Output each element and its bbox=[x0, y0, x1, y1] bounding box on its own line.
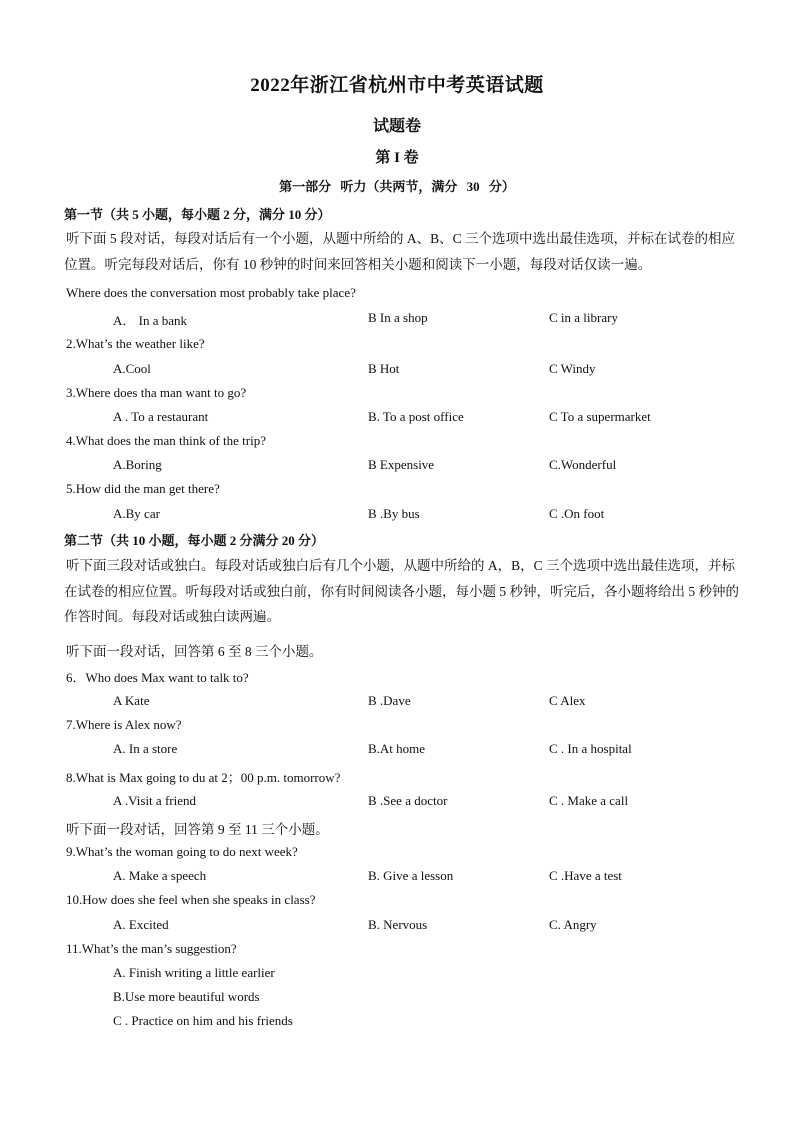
q7-option-c: C . In a hospital bbox=[549, 741, 632, 756]
q1-option-a: A． In a bank bbox=[113, 313, 188, 328]
section2-note-2: 听下面一段对话，回答第 9 至 11 三个小题。 bbox=[66, 822, 329, 837]
q2-option-a: A.Cool bbox=[113, 361, 151, 376]
q4-option-b: B Expensive bbox=[368, 457, 435, 472]
question-11: 11.What’s the man’s suggestion? bbox=[66, 941, 237, 956]
q1-option-c: C in a library bbox=[549, 310, 618, 325]
question-2: 2.What’s the weather like? bbox=[66, 336, 205, 351]
q3-option-c: C To a supermarket bbox=[549, 409, 651, 424]
q5-option-a: A.By car bbox=[113, 506, 160, 521]
question-4: 4.What does the man think of the trip? bbox=[66, 433, 267, 448]
q6-option-b: B .Dave bbox=[368, 693, 411, 708]
q10-option-c: C. Angry bbox=[549, 917, 597, 932]
q11-option-a: A. Finish writing a little earlier bbox=[113, 965, 275, 980]
q6-option-c: C Alex bbox=[549, 693, 586, 708]
q7-option-b: B.At home bbox=[368, 741, 426, 756]
question-6: 6．Who does Max want to talk to? bbox=[66, 670, 249, 685]
question-1: Where does the conversation most probably take place? bbox=[66, 285, 356, 300]
q7-option-a: A. In a store bbox=[113, 741, 178, 756]
q9-option-b: B. Give a lesson bbox=[368, 868, 454, 883]
q4-option-c: C.Wonderful bbox=[549, 457, 617, 472]
q3-option-a: A . To a restaurant bbox=[113, 409, 209, 424]
part-heading: 第一部分 听力（共两节，满分 30 分） bbox=[279, 179, 515, 194]
q2-option-b: B Hot bbox=[368, 361, 400, 376]
q1-option-b: B In a shop bbox=[368, 310, 428, 325]
q2-option-c: C Windy bbox=[549, 361, 596, 376]
q3-option-b: B. To a post office bbox=[368, 409, 464, 424]
q9-option-c: C .Have a test bbox=[549, 868, 622, 883]
question-7: 7.Where is Alex now? bbox=[66, 717, 182, 732]
section1-instructions: 听下面 5 段对话，每段对话后有一个小题，从题中所给的 A、B、C 三个选项中选出最佳选项，并标在试卷的相应位置。听完每段对话后，你有 10 秒钟的时间来回答相关小题和阅读下一小题，每段对话仅读一遍。 bbox=[64, 231, 736, 272]
q11-option-b: B.Use more beautiful words bbox=[113, 989, 260, 1004]
q4-option-a: A.Boring bbox=[113, 457, 162, 472]
question-3: 3.Where does tha man want to go? bbox=[66, 385, 247, 400]
q8-option-c: C . Make a call bbox=[549, 793, 629, 808]
q10-option-b: B. Nervous bbox=[368, 917, 428, 932]
section2-instructions: 听下面三段对话或独白。每段对话或独白后有几个小题，从题中所给的 A，B，C 三个选项中选出最佳选项，并标在试卷的相应位置。听每段对话或独白前，你有时间阅读各小题，每小题 5 秒钟，听完后，各小题将给出 5 秒钟的作答时间。每段对话或独白读两遍。 bbox=[64, 558, 739, 624]
q5-option-c: C .On foot bbox=[549, 506, 605, 521]
question-5: 5.How did the man get there? bbox=[66, 481, 220, 496]
q10-option-a: A. Excited bbox=[113, 917, 169, 932]
q9-option-a: A. Make a speech bbox=[113, 868, 207, 883]
section2-note-1: 听下面一段对话，回答第 6 至 8 三个小题。 bbox=[66, 644, 323, 659]
exam-title: 2022年浙江省杭州市中考英语试题 bbox=[250, 75, 544, 96]
q8-option-b: B .See a doctor bbox=[368, 793, 448, 808]
section2-heading: 第二节（共 10 小题，每小题 2 分满分 20 分） bbox=[64, 533, 325, 548]
question-9: 9.What’s the woman going to do next week? bbox=[66, 844, 298, 859]
paper-subtitle: 试题卷 bbox=[372, 118, 421, 135]
volume-label: 第 I 卷 bbox=[375, 150, 419, 166]
question-8: 8.What is Max going to du at 2；00 p.m. tomorrow? bbox=[66, 770, 341, 785]
q6-option-a: A Kate bbox=[113, 693, 150, 708]
q8-option-a: A .Visit a friend bbox=[113, 793, 196, 808]
section1-heading: 第一节（共 5 小题，每小题 2 分，满分 10 分） bbox=[64, 207, 331, 222]
q11-option-c: C . Practice on him and his friends bbox=[113, 1013, 293, 1028]
question-10: 10.How does she feel when she speaks in class? bbox=[66, 892, 316, 907]
q5-option-b: B .By bus bbox=[368, 506, 420, 521]
